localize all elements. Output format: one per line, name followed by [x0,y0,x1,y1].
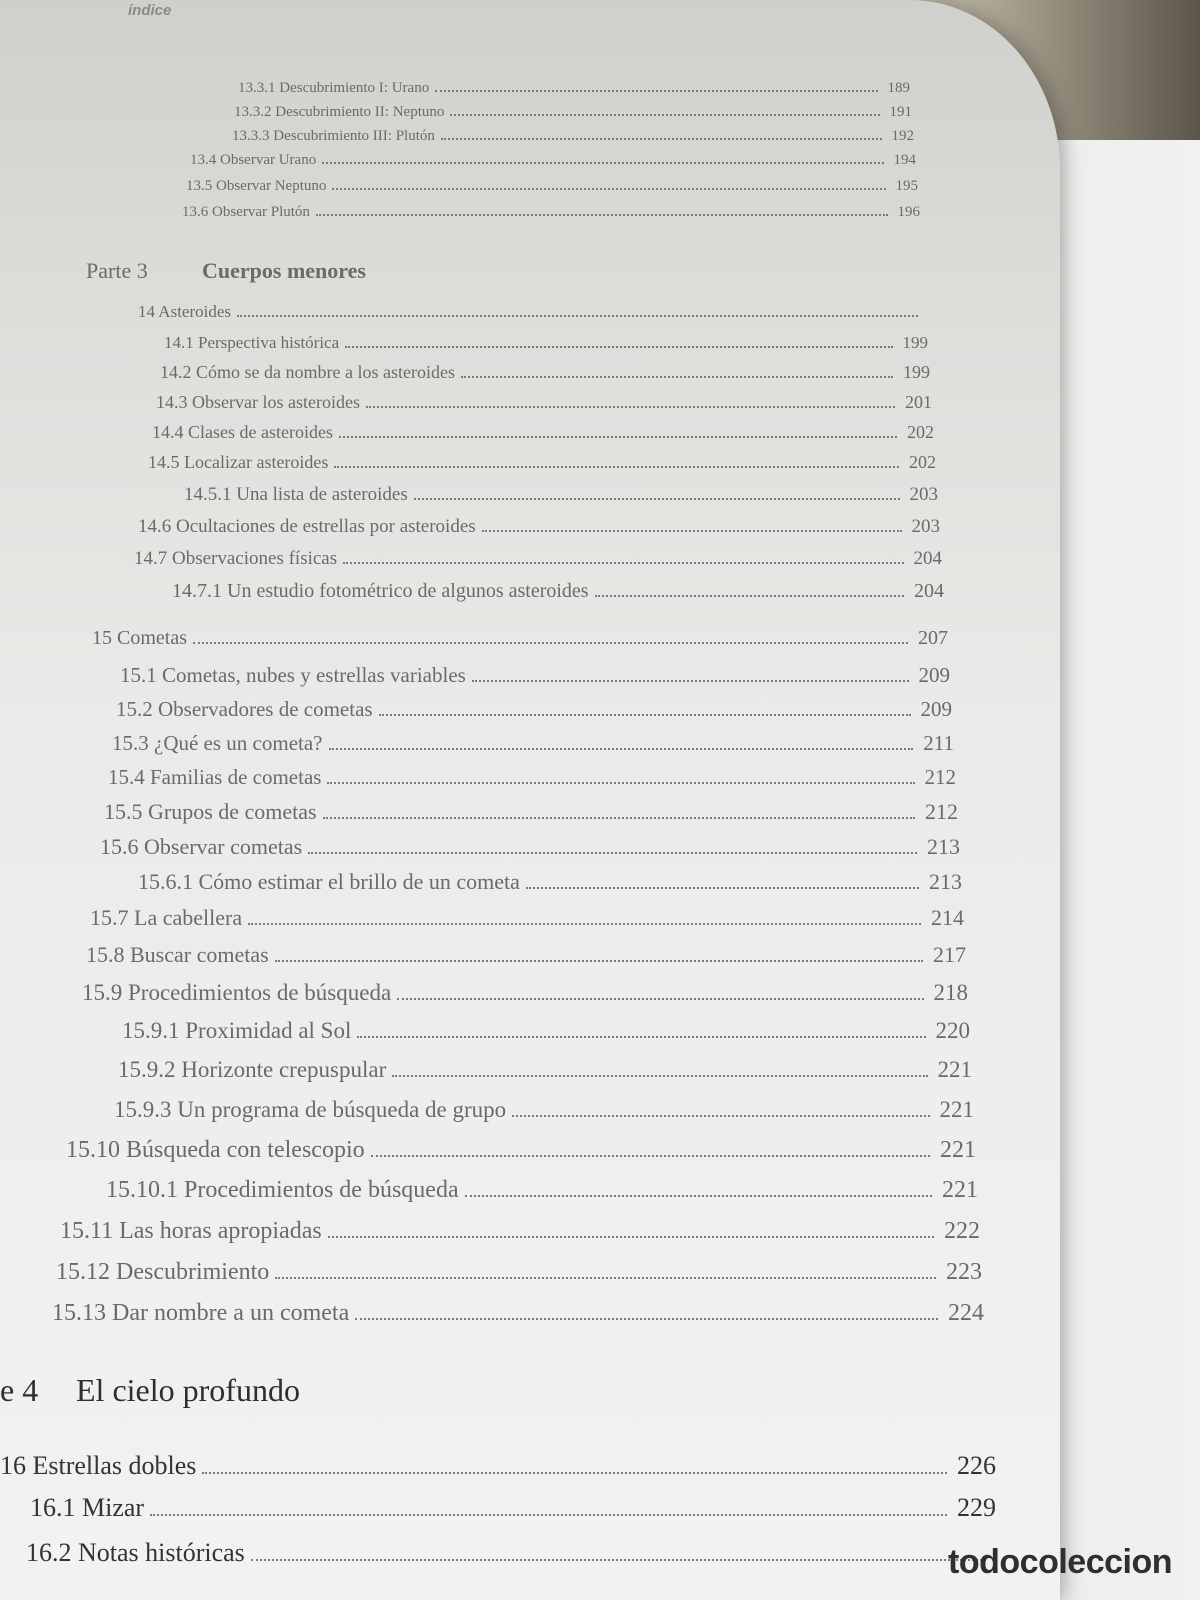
leader-dots [332,188,885,190]
toc-entry[interactable] [60,1218,980,1248]
toc-entry-page: 213 [927,834,960,859]
toc-entry-label: 15.4 Familias de cometas [108,765,322,789]
toc-entry-page: 195 [895,178,918,194]
toc-entry-label: 15 Cometas [92,627,187,649]
toc-entry-page: 209 [920,697,952,721]
toc-entry-label: 15.12 Descubrimiento [56,1259,270,1285]
toc-entry-label: 15.3 ¿Qué es un cometa? [112,731,323,755]
toc-entry[interactable] [134,548,942,578]
toc-entry[interactable] [100,834,960,864]
leader-dots [343,562,903,564]
toc-entry-page: 213 [929,869,962,894]
toc-entry-label: 15.13 Dar nombre a un cometa [52,1300,350,1326]
toc-entry-label: 15.6.1 Cómo estimar el brillo de un cometa [138,869,520,894]
toc-entry-page: 212 [925,799,958,824]
toc-entry-page: 226 [957,1451,996,1480]
toc-entry[interactable] [30,1493,996,1523]
toc-entry-label: 13.3.3 Descubrimiento III: Plutón [232,128,435,144]
leader-dots [193,642,908,644]
toc-entry-page: 211 [923,731,954,755]
toc-entry-page: 189 [887,80,910,96]
toc-entry-page: 207 [918,627,948,649]
toc-entry[interactable] [164,333,928,363]
leader-dots [237,315,918,317]
leader-dots [328,1236,934,1238]
toc-entry-page: 218 [933,980,968,1005]
toc-entry-label: 14.7 Observaciones físicas [134,548,338,569]
toc-entry-label: 13.5 Observar Neptuno [186,178,327,194]
leader-dots [323,817,915,819]
toc-entry-label: 15.1 Cometas, nubes y estrellas variables [120,663,466,687]
leader-dots [275,960,923,962]
toc-entry[interactable] [0,1451,996,1481]
leader-dots [329,748,914,750]
toc-entry-page: 199 [903,362,930,382]
toc-entry-page: 224 [948,1300,984,1326]
toc-entry-label: 15.5 Grupos de cometas [104,799,317,824]
toc-entry-page: 192 [891,128,914,144]
leader-dots [275,1277,936,1279]
leader-dots [327,782,914,784]
leader-dots [595,595,904,597]
toc-entry-label: 14.5 Localizar asteroides [148,452,329,472]
toc-entry[interactable] [108,765,956,795]
toc-entry-page: 229 [957,1493,996,1522]
leader-dots [150,1514,947,1516]
toc-entry-label: 13.3.2 Descubrimiento II: Neptuno [234,104,445,120]
toc-entry[interactable] [52,1300,984,1330]
watermark-logo: todocoleccion [948,1543,1172,1581]
toc-entry[interactable] [120,663,950,693]
toc-entry[interactable] [184,484,938,514]
toc-entry[interactable] [138,869,962,899]
leader-dots [397,998,923,1000]
toc-entry-page: 220 [935,1018,970,1043]
leader-dots [202,1472,947,1474]
toc-entry-page: 199 [902,333,928,352]
part-title: El cielo profundo [76,1372,300,1408]
toc-entry-label: 14.7.1 Un estudio fotométrico de algunos asteroides [172,580,589,602]
leader-dots [465,1195,932,1197]
part-heading-3 [86,258,366,284]
toc-entry-label: 13.4 Observar Urano [190,152,317,168]
leader-dots [472,680,909,682]
toc-entry-page: 223 [946,1259,982,1285]
leader-dots [526,887,919,889]
part-title: Cuerpos menores [202,258,366,283]
toc-entry-page: 202 [909,452,936,472]
leader-dots [435,90,877,92]
toc-entry-page: 222 [944,1218,980,1244]
part-number: Parte 3 [86,258,148,283]
toc-entry-label: 16 Estrellas dobles [0,1451,197,1480]
leader-dots [366,406,895,408]
toc-entry-page: 217 [933,942,966,967]
toc-entry[interactable] [82,980,968,1010]
toc-entry-label: 15.11 Las horas apropiadas [60,1218,322,1244]
toc-entry-label: 15.8 Buscar cometas [86,942,269,967]
leader-dots [248,923,921,925]
toc-entry-label: 15.9.1 Proximidad al Sol [122,1018,352,1043]
toc-entry-page: 212 [924,765,956,789]
running-header: índice [128,2,172,19]
leader-dots [482,530,902,532]
leader-dots [441,138,882,140]
leader-dots [392,1075,927,1077]
leader-dots [316,214,888,216]
toc-entry-page: 191 [889,104,912,120]
toc-entry[interactable] [26,1538,996,1568]
toc-entry-page: 209 [918,663,950,687]
toc-entry-label: 14.4 Clases de asteroides [152,422,333,442]
toc-entry-page: 203 [911,516,940,537]
leader-dots [355,1318,938,1320]
toc-entry-label: 16.2 Notas históricas [26,1538,245,1567]
toc-entry[interactable] [138,516,940,546]
toc-entry[interactable] [138,302,928,332]
toc-entry[interactable] [106,1177,978,1207]
toc-entry-label: 15.9.2 Horizonte crepuspular [118,1057,387,1082]
toc-entry-label: 15.6 Observar cometas [100,834,303,859]
toc-entry-page: 201 [905,392,932,412]
toc-entry-page: 194 [893,152,916,168]
toc-entry-page: 202 [907,422,934,442]
toc-entry[interactable] [122,1018,970,1048]
toc-entry[interactable] [116,697,952,727]
leader-dots [251,1559,986,1561]
leader-dots [357,1036,925,1038]
leader-dots [450,114,879,116]
part-number: e 4 [0,1372,39,1408]
toc-entry[interactable] [148,452,936,482]
toc-entry-page: 221 [937,1057,972,1082]
leader-dots [345,346,892,348]
toc-entry-label: 14 Asteroides [138,302,232,321]
leader-dots [334,466,899,468]
toc-entry-label: 15.10.1 Procedimientos de búsqueda [106,1177,459,1203]
toc-entry[interactable] [56,1259,982,1289]
toc-entry-page: 203 [909,484,938,505]
leader-dots [461,376,893,378]
leader-dots [414,498,900,500]
toc-entry[interactable] [112,731,954,761]
toc-entry-label: 15.9 Procedimientos de búsqueda [82,980,392,1005]
toc-entry-page: 196 [897,204,920,220]
toc-entry-page: 204 [914,580,944,602]
toc-entry[interactable] [172,580,944,610]
toc-entry-page: 221 [942,1177,978,1203]
leader-dots [379,714,911,716]
toc-entry-label: 15.10 Búsqueda con telescopio [66,1137,365,1163]
leader-dots [371,1155,930,1157]
leader-dots [308,852,917,854]
toc-entry-label: 14.5.1 Una lista de asteroides [184,484,408,505]
toc-entry-page: 214 [931,905,964,930]
toc-entry[interactable] [114,1097,974,1127]
toc-entry-label: 15.9.3 Un programa de búsqueda de grupo [114,1097,507,1122]
toc-entry[interactable] [92,627,948,657]
toc-entry[interactable] [90,905,964,935]
toc-entry[interactable] [156,392,932,422]
part-heading-4 [0,1372,300,1409]
toc-entry-label: 14.2 Cómo se da nombre a los asteroides [160,362,455,382]
toc-entry[interactable] [118,1057,972,1087]
toc-entry-label: 14.6 Ocultaciones de estrellas por asteroides [138,516,476,537]
toc-entry[interactable] [152,422,934,452]
leader-dots [512,1115,929,1117]
toc-entry-label: 14.3 Observar los asteroides [156,392,360,412]
toc-entry-label: 14.1 Perspectiva histórica [164,333,340,352]
toc-entry-label: 15.2 Observadores de cometas [116,697,373,721]
leader-dots [339,436,897,438]
toc-entry-label: 15.7 La cabellera [90,905,243,930]
toc-entry-label: 13.3.1 Descubrimiento I: Urano [238,80,430,96]
toc-entry-page: 221 [939,1097,974,1122]
toc-entry[interactable] [182,204,920,234]
toc-entry-label: 16.1 Mizar [30,1493,145,1522]
toc-entry[interactable] [104,799,958,829]
toc-entry[interactable] [160,362,930,392]
leader-dots [322,162,883,164]
toc-entry-page: 204 [913,548,942,569]
toc-entry[interactable] [66,1137,976,1167]
toc-entry-label: 13.6 Observar Plutón [182,204,310,220]
toc-entry-page: 221 [940,1137,976,1163]
toc-entry[interactable] [86,942,966,972]
